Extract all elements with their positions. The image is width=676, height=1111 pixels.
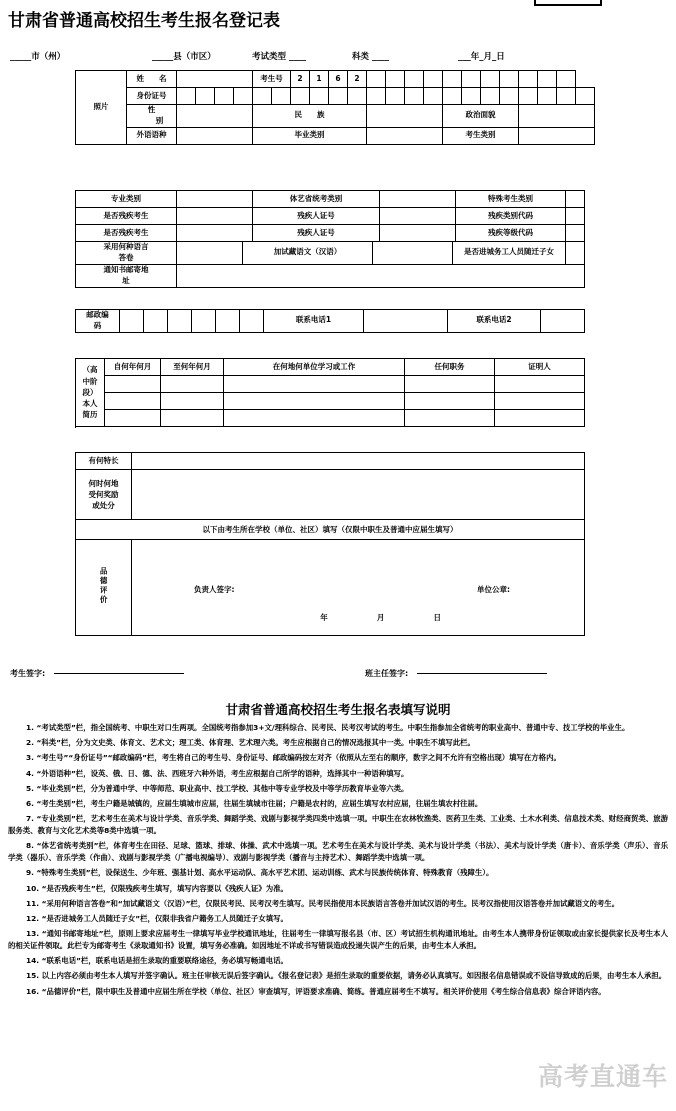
examno-digit-1[interactable]: 2	[291, 71, 310, 88]
label-disabled-cert-2: 残疾人证号	[253, 225, 380, 242]
examno-digit-10[interactable]	[462, 71, 481, 88]
field-disabled-cert[interactable]	[380, 208, 456, 225]
label-postcode-line2: 码	[93, 320, 102, 330]
examno-digit-12[interactable]	[500, 71, 519, 88]
resume-side-line5: 简历	[82, 410, 98, 420]
idno-digit-18[interactable]	[500, 88, 519, 105]
label-moral-eval-text: 品德评价	[99, 566, 109, 605]
postcode-digit-2[interactable]	[144, 310, 168, 333]
date-day-label: 日	[433, 613, 441, 622]
resume-r3-from[interactable]	[105, 410, 161, 427]
field-answer-lang[interactable]	[177, 242, 243, 265]
table-row	[76, 410, 585, 427]
teacher-signature-label: 班主任签字:	[365, 669, 409, 678]
row-specialty	[76, 453, 585, 470]
label-cand-type: 考生类别	[443, 127, 519, 144]
resume-r3-witness[interactable]	[495, 410, 585, 427]
label-id-no: 身份证号	[127, 88, 177, 105]
instruction-item-11: 11. “采用何种语言答卷”和“加试藏语文（汉语）”栏，仅限民考民、民考汉考生填写。民考民指使用本民族语言答卷并加试汉语的考生。民考汉指使用汉语答卷并加试藏语文的考生。	[26, 898, 620, 908]
row-major-sportsart-special	[76, 191, 585, 208]
label-specialty: 有何特长	[76, 453, 132, 470]
idno-digit-12[interactable]	[386, 88, 405, 105]
idno-digit-10[interactable]	[348, 88, 367, 105]
instruction-item-1: 1. “考试类型”栏，指全国统考、中职生对口生两项。全国统考指参加3+文/理科综合、民考民、民考汉考试的考生。中职生指参加全省统考的职业高中、普通中专、技工学校的毕业生。	[26, 723, 630, 732]
instruction-item-3: 3. “考生号”“身份证号”“邮政编码”栏，考生将自己的考生号、身份证号、邮政编码按左对齐（依照从左至右的顺序，数字之间不允许有空格出现）填写在方格内。	[26, 753, 561, 763]
field-is-migrant[interactable]	[566, 242, 585, 265]
label-is-disabled: 是否残疾考生	[76, 208, 177, 225]
main-form-table-lower2	[75, 224, 585, 242]
resume-r2-to[interactable]	[161, 393, 224, 410]
resume-r3-to[interactable]	[161, 410, 224, 427]
label-disabled-cert: 残疾人证号	[253, 208, 380, 225]
specialty-awards-table	[75, 452, 585, 636]
main-form-table-lower3	[75, 241, 585, 288]
examno-digit-9[interactable]	[443, 71, 462, 88]
field-name[interactable]	[177, 71, 253, 88]
examno-digit-6[interactable]	[386, 71, 405, 88]
row-id-number	[76, 88, 595, 105]
label-mail-addr	[76, 264, 177, 287]
resume-r2-from[interactable]	[105, 393, 161, 410]
examno-digit-4[interactable]: 2	[348, 71, 367, 88]
row-disabled	[76, 208, 585, 225]
idno-digit-8[interactable]	[310, 88, 329, 105]
row-name-examno	[76, 71, 595, 88]
label-political: 政治面貌	[443, 105, 519, 128]
field-disabled-code[interactable]	[566, 208, 585, 225]
label-gender-line1: 性	[147, 105, 156, 114]
postcode-phone-table	[75, 309, 585, 333]
page-title: 甘肃省普通高校招生考生报名登记表	[8, 11, 280, 31]
main-form-table	[75, 70, 595, 145]
field-extra-tibetan[interactable]	[373, 242, 453, 265]
label-phone2: 联系电话2	[448, 310, 541, 333]
label-moral-eval	[76, 540, 132, 636]
label-mail-addr-line1: 通知书邮寄地	[103, 264, 149, 274]
instruction-item-12: 12. “是否进城务工人员随迁子女”栏，仅限非我省户籍务工人员随迁子女填写。	[26, 913, 288, 923]
label-answer-lang	[76, 242, 177, 265]
resume-side-line4: 本人	[82, 399, 98, 409]
row-moral-eval	[76, 540, 585, 636]
instruction-item-4: 4. “外语语种”栏，设英、俄、日、德、法、西班牙六种外语，考生应根据自己所学的语种，选择其中一种语种填写。	[26, 768, 409, 778]
field-sports-art-type[interactable]	[380, 191, 456, 208]
field-phone2[interactable]	[541, 310, 585, 333]
idno-digit-7[interactable]	[291, 88, 310, 105]
row-postcode-phones	[76, 310, 585, 333]
label-grad-type: 毕业类别	[253, 127, 367, 144]
resume-col-header-to: 至何年何月	[161, 359, 224, 376]
examno-digit-7[interactable]	[405, 71, 424, 88]
row-mail-address	[76, 264, 585, 287]
moral-eval-content[interactable]	[132, 540, 585, 636]
student-signature-group[interactable]	[10, 668, 184, 679]
label-disabled-level: 残疾等级代码	[456, 225, 566, 242]
field-mail-addr[interactable]	[177, 264, 585, 287]
label-is-disabled-2: 是否残疾考生	[76, 225, 177, 242]
header-exam-type-blank[interactable]: 考试类型 ____	[252, 52, 306, 62]
idno-digit-14[interactable]	[424, 88, 443, 105]
idno-digit-3[interactable]	[215, 88, 234, 105]
instruction-item-6: 6. “考生类别”栏，考生户籍是城镇的，应届生填城市应届，往届生填城市往届；户籍是农村的，应届生填写农村应届，往届生填农村往届。	[26, 798, 483, 808]
row-awards	[76, 470, 585, 520]
teacher-signature-line[interactable]	[417, 673, 547, 674]
examno-digit-5[interactable]	[367, 71, 386, 88]
header-city-blank[interactable]: _____市（州）	[10, 52, 66, 62]
resume-r3-place[interactable]	[224, 410, 405, 427]
resume-r2-witness[interactable]	[495, 393, 585, 410]
resume-r1-from[interactable]	[105, 376, 161, 393]
label-special-type: 特殊考生类别	[456, 191, 566, 208]
idno-digit-2[interactable]	[196, 88, 215, 105]
label-postcode-line1: 邮政编	[86, 310, 109, 319]
header-subject-blank[interactable]: 科类 ____	[352, 52, 389, 62]
resume-col-header-place: 在何地何单位学习或工作	[224, 359, 405, 376]
label-is-migrant: 是否进城务工人员随迁子女	[453, 242, 566, 265]
instruction-item-16: 16. “品德评价”栏，限中职生及普通中应届生所在学校（单位、社区）审查填写，评语要求准确、简练。普通应届考生不填写。相关评价使用《考生综合信息表》综合评语内容。	[26, 986, 606, 996]
instructions-list	[8, 722, 668, 1001]
resume-r3-position[interactable]	[405, 410, 495, 427]
resume-col-header-from: 自何年何月	[105, 359, 161, 376]
postcode-digit-6[interactable]	[240, 310, 264, 333]
moral-eval-date[interactable]	[297, 612, 464, 623]
resume-header-row	[76, 359, 585, 376]
label-extra-tibetan: 加试藏语文（汉语）	[243, 242, 373, 265]
postcode-digit-1[interactable]	[120, 310, 144, 333]
label-postcode	[76, 310, 120, 333]
student-signature-label: 考生签字:	[10, 669, 46, 678]
examno-digit-13[interactable]	[519, 71, 538, 88]
leader-signature-label[interactable]: 负责人签字:	[194, 585, 235, 594]
row-disabled-level	[76, 225, 585, 242]
examno-digit-8[interactable]	[424, 71, 443, 88]
table-row	[76, 376, 585, 393]
idno-digit-21[interactable]	[557, 88, 576, 105]
resume-side-label	[76, 359, 105, 427]
student-signature-line[interactable]	[54, 673, 184, 674]
idno-digit-17[interactable]	[481, 88, 500, 105]
resume-side-line1: （高	[82, 365, 98, 375]
unit-seal-label[interactable]: 单位公章:	[477, 585, 510, 594]
postcode-digit-3[interactable]	[168, 310, 192, 333]
field-cand-type[interactable]	[519, 127, 595, 144]
field-disabled-cert-2[interactable]	[380, 225, 456, 242]
resume-table	[75, 358, 585, 427]
instruction-item-7: 7. “专业类别”栏，艺术考生在美术与设计学类、音乐学类、舞蹈学类、戏剧与影视学类四类中选填一项。中职生在农林牧渔类、医药卫生类、工业类、土木水利类、信息技术类、财经商贸类、旅游服务类、教育与文化艺术类等8类中选填一项。	[8, 814, 668, 836]
label-sports-art-type: 体艺省统考类别	[253, 191, 380, 208]
instruction-item-2: 2. “科类”栏，分为文史类、体育文、艺术文；理工类、体育理、艺术理六类。考生应根据自己的情况选报其中一类。中职生不填写此栏。	[26, 738, 475, 748]
idno-digit-15[interactable]	[443, 88, 462, 105]
date-month-label: 月	[376, 613, 385, 622]
idno-digit-4[interactable]	[234, 88, 253, 105]
watermark: 高考直通车	[537, 1062, 668, 1091]
examno-digit-15[interactable]	[557, 71, 576, 88]
field-special-type[interactable]	[566, 191, 585, 208]
idno-digit-16[interactable]	[462, 88, 481, 105]
resume-r1-witness[interactable]	[495, 376, 585, 393]
label-awards-line1: 何时何地	[88, 478, 119, 488]
header-date-blank[interactable]: ___年_月_日	[458, 52, 505, 62]
examno-digit-11[interactable]	[481, 71, 500, 88]
field-major-type[interactable]	[177, 191, 253, 208]
resume-r1-position[interactable]	[405, 376, 495, 393]
field-is-disabled[interactable]	[177, 208, 253, 225]
idno-digit-9[interactable]	[329, 88, 348, 105]
instruction-item-5: 5. “毕业类别”栏，分为普通中学、中等师范、职业高中、技工学校、其他中等专业学校及中等学历教育毕业等六类。	[26, 783, 409, 793]
row-school-note	[76, 520, 585, 540]
label-gender-line2: 别	[155, 115, 164, 125]
label-mail-addr-line2: 址	[122, 275, 130, 285]
date-year-label: 年	[320, 613, 328, 622]
idno-digit-1[interactable]	[177, 88, 196, 105]
examno-digit-2[interactable]: 1	[310, 71, 329, 88]
field-is-disabled-2[interactable]	[177, 225, 253, 242]
resume-side-line3: 段）	[82, 387, 98, 397]
label-phone1: 联系电话1	[264, 310, 364, 333]
field-grad-type[interactable]	[367, 127, 443, 144]
idno-digit-13[interactable]	[405, 88, 424, 105]
label-gender	[127, 105, 177, 128]
postcode-digit-5[interactable]	[216, 310, 240, 333]
idno-digit-6[interactable]	[272, 88, 291, 105]
instruction-item-9: 9. “特殊考生类别”栏，设保送生、少年班、强基计划、高水平运动队、高水平艺术团、运动训练、武术与民族传统体育、特殊教育（残障生）。	[26, 868, 494, 878]
examno-digit-3[interactable]: 6	[329, 71, 348, 88]
idno-digit-5[interactable]	[253, 88, 272, 105]
examno-digit-14[interactable]	[538, 71, 557, 88]
field-disabled-level[interactable]	[566, 225, 585, 242]
idno-digit-19[interactable]	[519, 88, 538, 105]
idno-digit-20[interactable]	[538, 88, 557, 105]
header-county-blank[interactable]: _____县（市区）	[152, 52, 216, 62]
instruction-item-8: 8. “体艺省统考类别”栏，体育考生在田径、足球、篮球、排球、体操、武术中选填一项。艺术考生在美术与设计学类、美术与设计学类（书法）、美术与设计学类（唐卡）、音乐学类（声乐）、音乐学类（器乐）、音乐学类（作曲）、戏剧与影视学类（广播电视编导）、戏剧与影视学类（播音与主持艺术）、舞蹈学类中选填一项。	[8, 841, 668, 863]
field-political[interactable]	[519, 105, 595, 128]
field-awards[interactable]	[132, 470, 585, 520]
label-disabled-code: 残疾类别代码	[456, 208, 566, 225]
field-phone1[interactable]	[364, 310, 448, 333]
field-foreign-lang[interactable]	[177, 127, 253, 144]
postcode-digit-4[interactable]	[192, 310, 216, 333]
row-lang-grad-cand	[76, 127, 595, 144]
resume-col-header-witness: 证明人	[495, 359, 585, 376]
instruction-item-10: 10. “是否残疾考生”栏，仅限残疾考生填写，填写内容要以《残疾人证》为准。	[26, 883, 288, 893]
label-awards-line3: 或处分	[92, 501, 115, 511]
field-gender[interactable]	[177, 105, 253, 128]
row-answer-language	[76, 242, 585, 265]
label-major-type: 专业类别	[76, 191, 177, 208]
instruction-item-14: 14. “联系电话”栏，联系电话是招生录取的重要联络途径，务必填写畅通电话。	[26, 956, 288, 966]
resume-col-header-position: 任何职务	[405, 359, 495, 376]
resume-r2-position[interactable]	[405, 393, 495, 410]
label-answer-lang-line1: 采用何种语言	[103, 242, 149, 251]
label-foreign-lang: 外语语种	[127, 127, 177, 144]
label-answer-lang-line2: 答卷	[118, 252, 134, 262]
resume-side-line2: 中阶	[82, 376, 98, 386]
table-row	[76, 393, 585, 410]
label-exam-no: 考生号	[253, 71, 291, 88]
resume-r2-place[interactable]	[224, 393, 405, 410]
teacher-signature-group[interactable]	[365, 668, 547, 679]
main-form-table-lower	[75, 190, 585, 225]
resume-r1-to[interactable]	[161, 376, 224, 393]
photo-cell[interactable]: 照片	[76, 71, 127, 145]
instruction-item-15: 15. 以上内容必须由考生本人填写并签字确认。班主任审核无误后签字确认。《报名登记表》是招生录取的重要依据，请务必认真填写。如因报名信息错误或不设信导致成的后果，由考生本人承担。	[26, 971, 667, 981]
label-awards	[76, 470, 132, 520]
instructions-title: 甘肃省普通高校招生考生报名表填写说明	[225, 702, 451, 717]
idno-digit-11[interactable]	[367, 88, 386, 105]
idno-digit-22[interactable]	[576, 88, 595, 105]
resume-r1-place[interactable]	[224, 376, 405, 393]
instruction-item-13: 13. “通知书邮寄地址”栏，原则上要求应届考生一律填写毕业学校通讯地址，往届考生一律填写报名县（市、区）考试招生机构通讯地址。由考生本人携带身份证领取或由家长提供家长及考生本人的相关证件领取。此栏专为邮寄考生《录取通知书》设置，填写务必准确。如因地址不详或书写错误造成投递失误产生的后果，由考生本人承担。	[8, 929, 668, 951]
label-awards-line2: 受何奖励	[88, 489, 119, 499]
top-right-black-box	[534, 0, 602, 6]
label-nation: 民 族	[253, 105, 367, 128]
school-fill-note: 以下由考生所在学校（单位、社区）填写（仅限中职生及普通中应届生填写）	[76, 520, 585, 540]
label-name: 姓 名	[127, 71, 177, 88]
field-specialty[interactable]	[132, 453, 585, 470]
field-nation[interactable]	[367, 105, 443, 128]
